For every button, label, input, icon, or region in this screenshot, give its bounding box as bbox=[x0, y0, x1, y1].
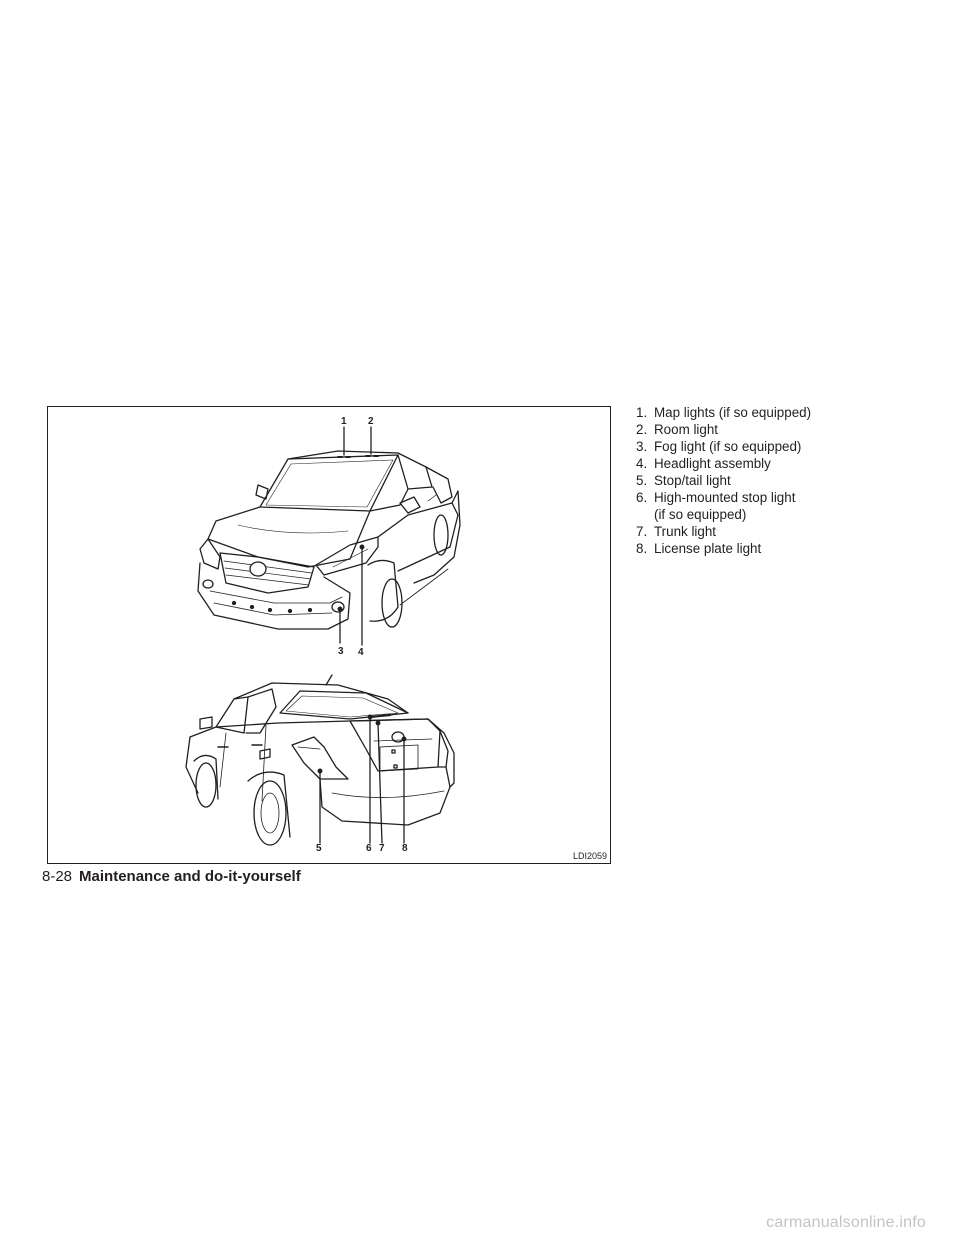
callout-4: 4 bbox=[358, 647, 364, 658]
legend-item bbox=[636, 472, 936, 489]
legend-number: 4. bbox=[636, 456, 648, 471]
legend-text: High-mounted stop light bbox=[654, 490, 796, 505]
legend-number: 2. bbox=[636, 422, 648, 437]
legend-item bbox=[636, 404, 936, 421]
legend-number: 8. bbox=[636, 541, 648, 556]
vehicle-lights-figure bbox=[47, 406, 611, 864]
section-title: Maintenance and do-it-yourself bbox=[79, 868, 301, 885]
callout-7: 7 bbox=[379, 843, 385, 854]
legend-item bbox=[636, 438, 936, 455]
callout-8: 8 bbox=[402, 843, 408, 854]
legend-text: Headlight assembly bbox=[654, 456, 771, 471]
legend-text: Trunk light bbox=[654, 524, 717, 539]
legend-number: 3. bbox=[636, 439, 648, 454]
callout-3: 3 bbox=[338, 646, 344, 657]
legend-item bbox=[636, 421, 936, 438]
callout-1: 1 bbox=[341, 416, 347, 427]
page-number: 8-28 bbox=[42, 868, 73, 885]
legend-item bbox=[636, 540, 936, 557]
sedan-line-drawing bbox=[48, 407, 610, 863]
front-car-drawing bbox=[198, 427, 460, 645]
legend-number: 5. bbox=[636, 473, 648, 488]
legend-item bbox=[636, 455, 936, 472]
callout-2: 2 bbox=[368, 416, 374, 427]
watermark-text: carmanualsonline.info bbox=[766, 1214, 926, 1231]
legend-text: License plate light bbox=[654, 541, 762, 556]
callout-6: 6 bbox=[366, 843, 372, 854]
lights-legend-list bbox=[636, 404, 936, 557]
legend-item bbox=[636, 523, 936, 540]
legend-text-group bbox=[654, 489, 936, 523]
page-footer bbox=[42, 868, 301, 885]
legend-text: Fog light (if so equipped) bbox=[654, 439, 802, 454]
legend-item bbox=[636, 489, 936, 523]
legend-subtext: (if so equipped) bbox=[654, 507, 747, 522]
figure-code: LDI2059 bbox=[572, 851, 607, 861]
rear-car-drawing bbox=[186, 675, 454, 845]
legend-number: 7. bbox=[636, 524, 648, 539]
callout-5: 5 bbox=[316, 843, 322, 854]
legend-number: 1. bbox=[636, 405, 648, 420]
legend-text: Stop/tail light bbox=[654, 473, 731, 488]
legend-number: 6. bbox=[636, 490, 648, 505]
legend-text: Room light bbox=[654, 422, 719, 437]
legend-text: Map lights (if so equipped) bbox=[654, 405, 812, 420]
